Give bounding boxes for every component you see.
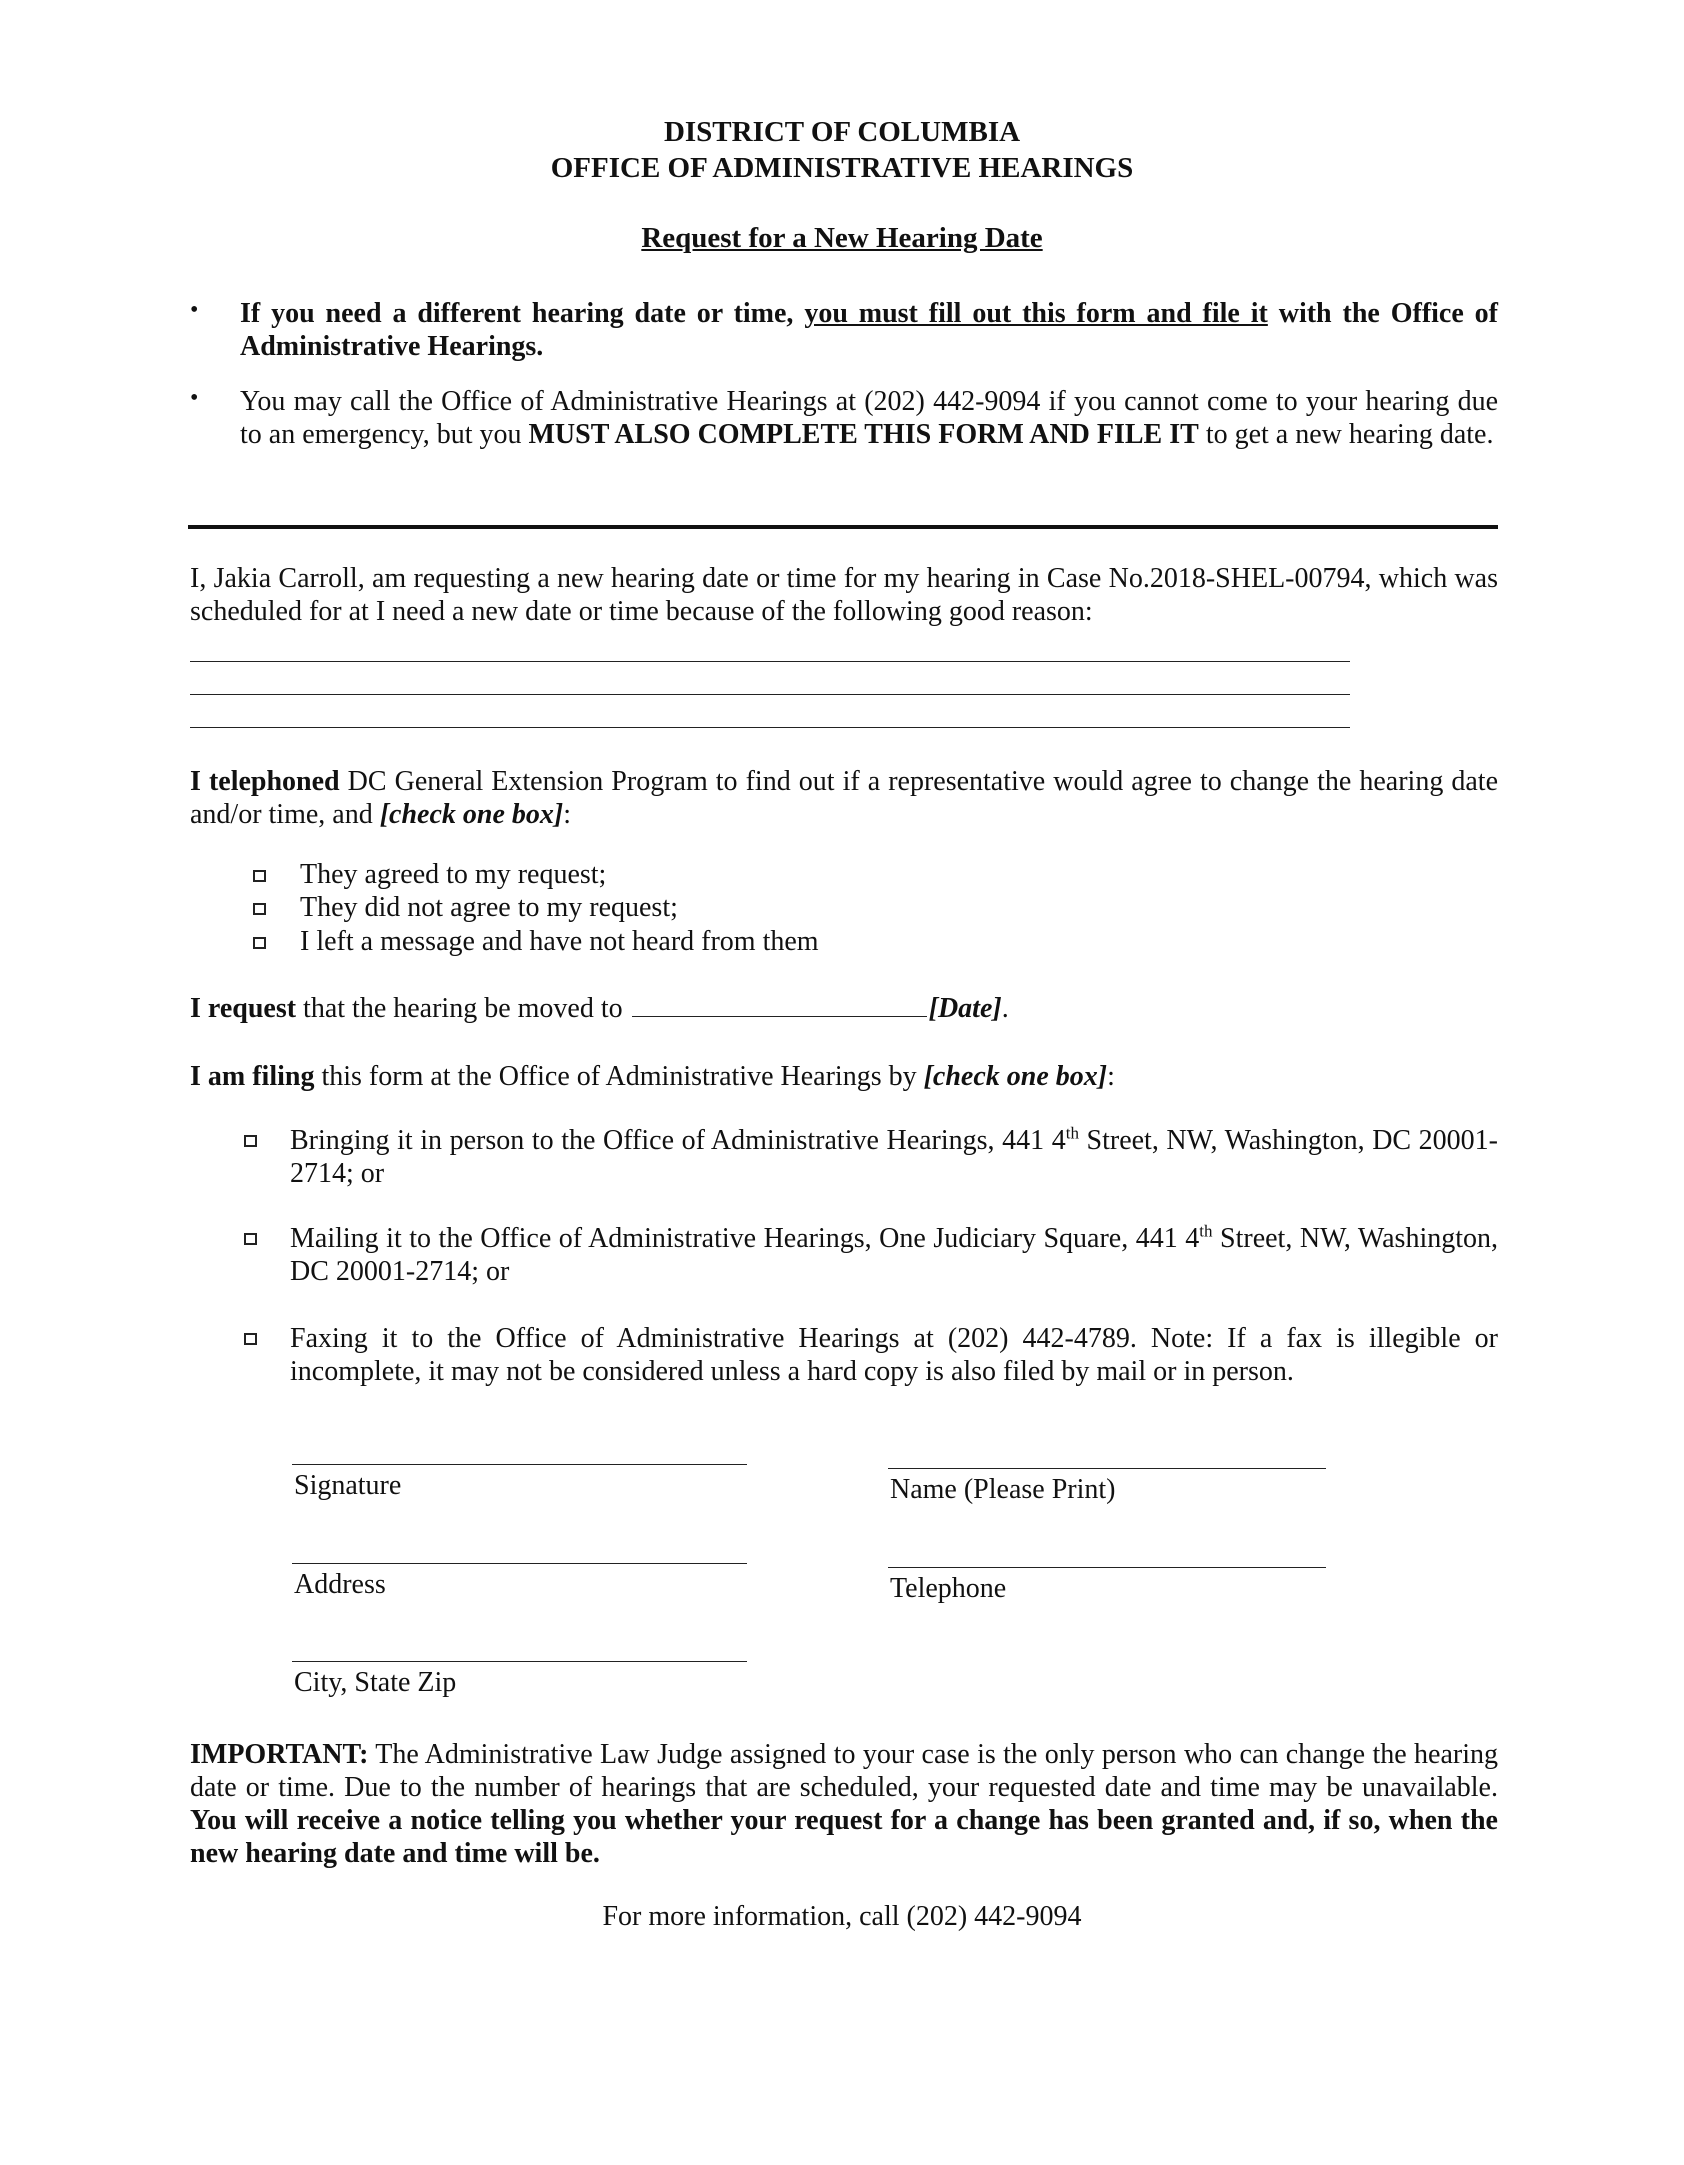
filing-text: this form at the Office of Administrative Hearings by	[314, 1061, 924, 1092]
reason-line-3[interactable]	[190, 727, 1350, 728]
filing-check-note: [check one box]	[923, 1061, 1108, 1092]
filing-after: :	[1107, 1061, 1115, 1092]
name-line[interactable]	[888, 1468, 1326, 1469]
bullet-dot-2: •	[190, 385, 199, 411]
bullet-2-part1: You may call the Office of Administrative Hearings at (202) 442-9094 if you cannot come to your hearing due to an emergency, but you	[240, 386, 1498, 450]
option-mail-text	[290, 1222, 1498, 1288]
important-text: The Administrative Law Judge assigned to your case is the only person who can change the hearing date or time. Due to the number of hearings that are scheduled, your requested date and time may be unavailable.	[190, 1739, 1498, 1803]
header-office: OFFICE OF ADMINISTRATIVE HEARINGS	[550, 152, 1134, 184]
option-agreed-label: They agreed to my request;	[300, 859, 607, 890]
city-label: City, State Zip	[294, 1667, 457, 1698]
telephone-line[interactable]	[888, 1567, 1326, 1568]
telephoned-text: DC General Extension Program to find out if a representative would agree to change the hearing date and/or time, and	[190, 766, 1498, 830]
city-line[interactable]	[292, 1661, 747, 1662]
checkbox-not-agreed[interactable]	[253, 903, 266, 915]
form-title: Request for a New Hearing Date	[641, 222, 1043, 254]
telephoned-after: :	[563, 799, 572, 830]
checkbox-in-person[interactable]	[244, 1135, 257, 1147]
request-statement: I, Jakia Carroll, am requesting a new hearing date or time for my hearing in Case No.2018-SHEL-00794, which was scheduled for at I need a new date or time because of the following good reason:	[190, 563, 1498, 627]
header-district: DISTRICT OF COLUMBIA	[663, 116, 1021, 148]
telephone-label: Telephone	[890, 1573, 1007, 1604]
section-divider	[188, 525, 1498, 529]
checkbox-fax[interactable]	[244, 1333, 257, 1345]
bullet-1-part1: If you need a different hearing date or time,	[240, 298, 805, 329]
reason-line-2[interactable]	[190, 694, 1350, 695]
checkbox-agreed[interactable]	[253, 870, 266, 882]
important-paragraph	[190, 1738, 1498, 1870]
telephoned-paragraph	[190, 765, 1498, 831]
date-input-line[interactable]	[632, 994, 927, 1017]
filing-paragraph	[190, 1060, 1498, 1093]
signature-line[interactable]	[292, 1464, 747, 1465]
checkbox-mail[interactable]	[244, 1233, 257, 1245]
option-in-person-part1: Bringing it in person to the Office of Administrative Hearings, 441 4	[290, 1125, 1066, 1156]
checkbox-left-message[interactable]	[253, 937, 266, 949]
option-mail-part2: Street, NW, Washington, DC 20001-2714; or	[290, 1223, 1498, 1287]
reason-line-1[interactable]	[190, 661, 1350, 662]
bullet-1-part2: with the Office of Administrative Hearings.	[240, 298, 1498, 362]
important-bold: You will receive a notice telling you whether your request for a change has been granted and, if so, when the new hearing date and time will be.	[190, 1805, 1498, 1869]
telephoned-lead: I telephoned	[190, 766, 340, 797]
option-mail-part1: Mailing it to the Office of Administrative Hearings, One Judiciary Square, 441 4	[290, 1223, 1200, 1254]
bullet-2-text	[240, 385, 1498, 451]
important-lead: IMPORTANT:	[190, 1739, 369, 1770]
option-in-person-part2: Street, NW, Washington, DC 20001-2714; or	[290, 1125, 1499, 1189]
footer-info: For more information, call (202) 442-9094	[602, 1901, 1082, 1932]
filing-lead: I am filing	[190, 1061, 315, 1092]
option-mail-sup: th	[1199, 1221, 1213, 1241]
bullet-2-part2: to get a new hearing date.	[1198, 419, 1494, 450]
option-not-agreed-label: They did not agree to my request;	[300, 892, 678, 923]
bullet-1-underlined: you must fill out this form and file it	[804, 298, 1268, 329]
option-fax-text: Faxing it to the Office of Administrative Hearings at (202) 442-4789. Note: If a fax is illegible or incomplete, it may not be considered unless a hard copy is also filed by mail or in person.	[290, 1323, 1498, 1387]
request-date-line	[190, 992, 1498, 1025]
address-label: Address	[294, 1569, 386, 1600]
bullet-1-text	[240, 297, 1498, 363]
option-in-person-sup: th	[1065, 1123, 1079, 1143]
signature-label: Signature	[294, 1470, 402, 1501]
address-line[interactable]	[292, 1563, 747, 1564]
bullet-dot-1: •	[190, 297, 199, 323]
option-in-person-text	[290, 1124, 1498, 1190]
telephoned-check-note: [check one box]	[379, 799, 564, 830]
option-left-message-label: I left a message and have not heard from them	[300, 926, 819, 957]
request-date-after: .	[1001, 993, 1009, 1024]
request-date-text: that the hearing be moved to	[296, 993, 630, 1024]
request-date-lead: I request	[190, 993, 297, 1024]
date-label: [Date]	[928, 993, 1002, 1024]
bullet-2-bold: MUST ALSO COMPLETE THIS FORM AND FILE IT	[528, 419, 1199, 450]
name-label: Name (Please Print)	[890, 1474, 1116, 1505]
